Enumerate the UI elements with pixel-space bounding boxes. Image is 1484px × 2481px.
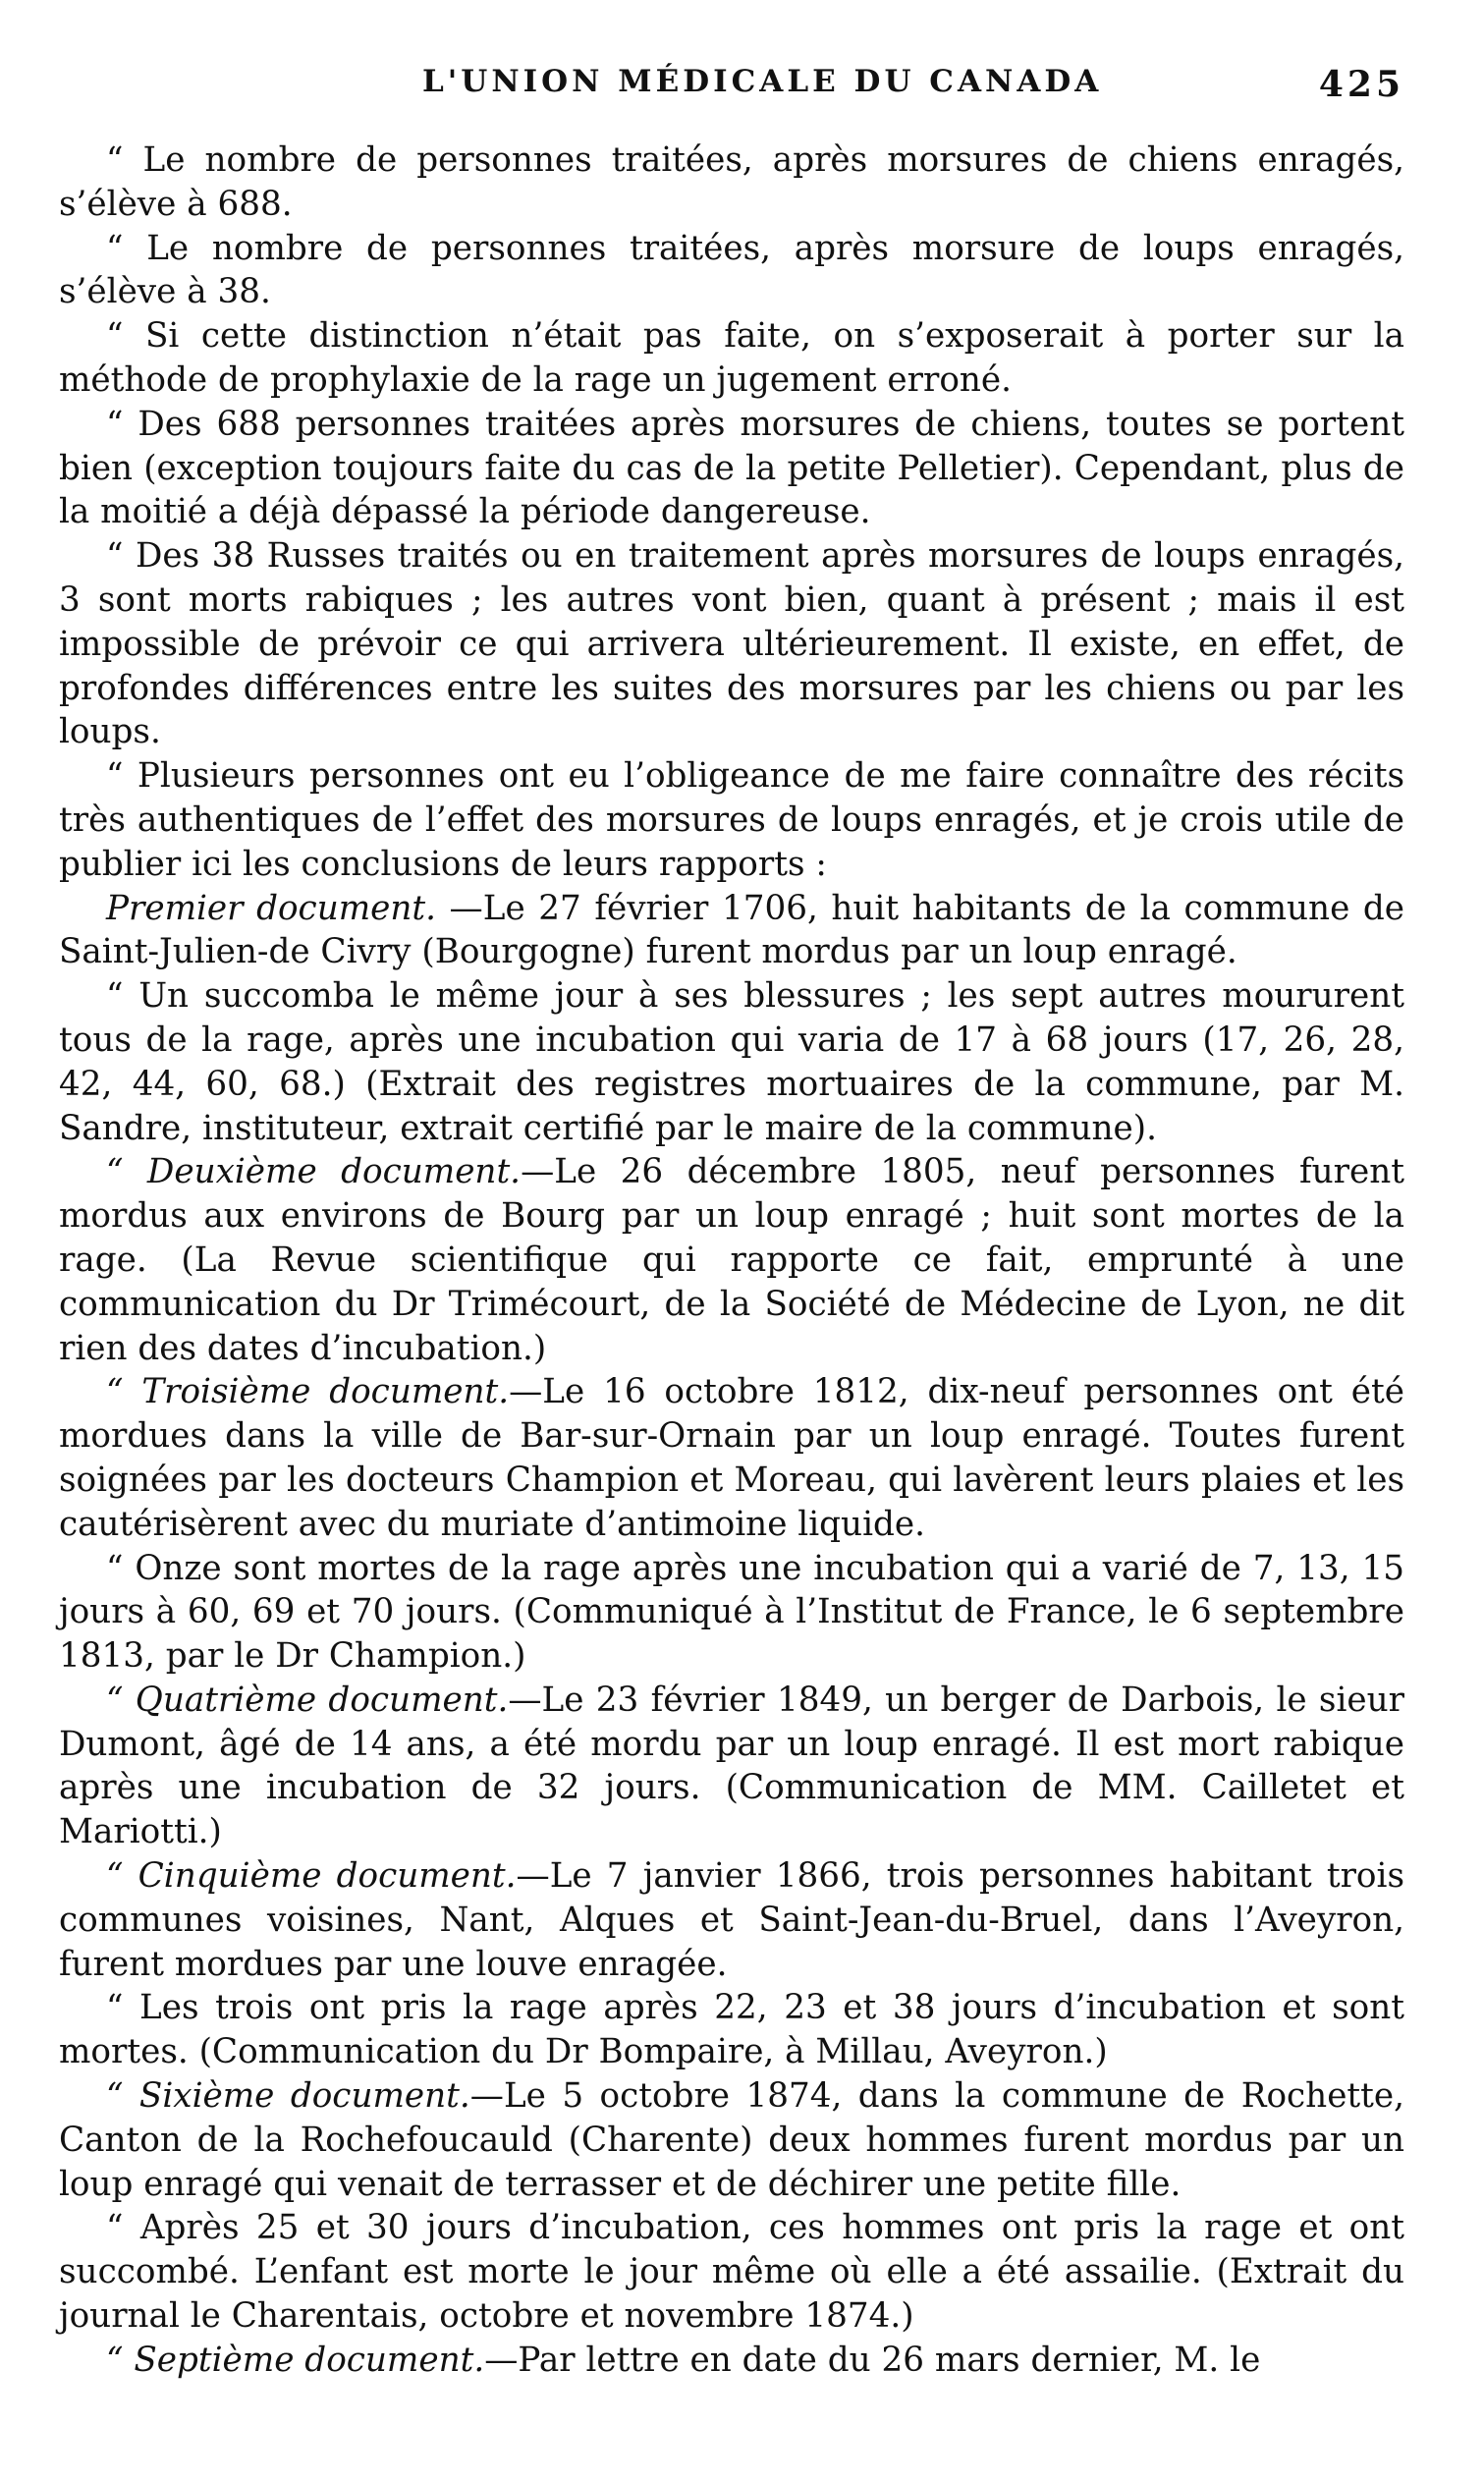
paragraph-text: “ Après 25 et 30 jours d’incubation, ces hommes ont pris la rage et ont succombé. L’enfant est morte le jour même où elle a été assailie. (Extrait du journal le Charentais, octobre et novembre 1874.) [59, 2208, 1404, 2337]
paragraph [59, 754, 1404, 886]
paragraph-text: “ Les trois ont pris la rage après 22, 23 et 38 jours d’incubation et sont mortes. (Communication du Dr Bompaire, à Millau, Aveyron.) [59, 1988, 1404, 2072]
paragraph-text: —Le 26 décembre 1805, neuf personnes furent mordus aux environs de Bourg par un loup enragé ; huit sont mortes de la rage. (La Revue scientifique qui rapporte ce fait, emprunté à une communication du Dr Trimécourt, de la Société de Médecine de Lyon, ne dit rien des dates d’incubation.) [59, 1152, 1404, 1368]
document-heading: “ Cinquième document. [106, 1856, 517, 1897]
paragraph [59, 1679, 1404, 1854]
paragraph-text: “ Des 688 personnes traitées après morsures de chiens, toutes se portent bien (exception toujours faite du cas de la petite Pelletier). Cependant, plus de la moitié a déjà dépassé la période dangereuse. [59, 404, 1404, 532]
paragraph-text: “ Si cette distinction n’était pas faite, on s’exposerait à porter sur la méthode de prophylaxie de la rage un jugement erroné. [59, 316, 1404, 400]
document-heading: “ Quatrième document. [106, 1680, 509, 1720]
paragraph [59, 1854, 1404, 1986]
paragraph-text: “ Plusieurs personnes ont eu l’obligeance de me faire connaître des récits très authentiques de l’effet des morsures de loups enragés, et je crois utile de publier ici les conclusions de leurs rapports : [59, 756, 1404, 884]
paragraph [59, 1547, 1404, 1679]
running-header [59, 54, 1404, 113]
paragraph [59, 974, 1404, 1150]
paragraph [59, 138, 1404, 227]
document-heading: “ Septième document. [106, 2340, 485, 2380]
page-number: 425 [1318, 64, 1404, 105]
paragraph-text: —Par lettre en date du 26 mars dernier, M. le [484, 2340, 1261, 2380]
paragraph [59, 2206, 1404, 2338]
paragraph [59, 534, 1404, 754]
paragraph [59, 887, 1404, 975]
paragraph-text: —Le 27 février 1706, huit habitants de la commune de Saint-Julien-de Civry (Bourgogne) furent mordus par un loup enragé. [59, 888, 1404, 972]
article-body [59, 138, 1404, 2383]
paragraph-text: “ Le nombre de personnes traitées, après morsure de loups enragés, s’élève à 38. [59, 228, 1404, 312]
paragraph-text: —Le 7 janvier 1866, trois personnes habitant trois communes voisines, Nant, Alques et Saint-Jean-du-Bruel, dans l’Aveyron, furent mordues par une louve enragée. [59, 1856, 1404, 1984]
paragraph-text: —Le 23 février 1849, un berger de Darbois, le sieur Dumont, âgé de 14 ans, a été mordu par un loup enragé. Il est mort rabique après une incubation de 32 jours. (Communication de MM. Cailletet et Mariotti.) [59, 1680, 1404, 1852]
document-page [59, 54, 1404, 2383]
paragraph [59, 314, 1404, 403]
paragraph-text: “ Le nombre de personnes traitées, après morsures de chiens enragés, s’élève à 688. [59, 140, 1404, 224]
paragraph [59, 2074, 1404, 2206]
journal-title: L'UNION MÉDICALE DU CANADA [422, 64, 1103, 99]
paragraph [59, 403, 1404, 534]
document-heading: “ Troisième document. [106, 1372, 510, 1412]
paragraph [59, 1370, 1404, 1546]
paragraph-text: —Le 5 octobre 1874, dans la commune de Rochette, Canton de la Rochefoucauld (Charente) deux hommes furent mordus par un loup enragé qui venait de terrasser et de déchirer une petite fille. [59, 2076, 1404, 2204]
paragraph [59, 2339, 1404, 2383]
document-heading: “ Deuxième document. [106, 1152, 522, 1192]
paragraph [59, 1150, 1404, 1370]
paragraph [59, 1986, 1404, 2074]
paragraph [59, 227, 1404, 315]
paragraph-text: “ Un succomba le même jour à ses blessures ; les sept autres moururent tous de la rage, après une incubation qui varia de 17 à 68 jours (17, 26, 28, 42, 44, 60, 68.) (Extrait des registres mortuaires de la commune, par M. Sandre, instituteur, extrait certifié par le maire de la commune). [59, 976, 1404, 1148]
paragraph-text: “ Des 38 Russes traités ou en traitement après morsures de loups enragés, 3 sont morts rabiques ; les autres vont bien, quant à présent ; mais il est impossible de prévoir ce qui arrivera ultérieurement. Il existe, en effet, de profondes différences entre les suites des morsures par les chiens ou par les loups. [59, 536, 1404, 752]
paragraph-text: —Le 16 octobre 1812, dix-neuf personnes ont été mordues dans la ville de Bar-sur-Ornain par un loup enragé. Toutes furent soignées par les docteurs Champion et Moreau, qui lavèrent leurs plaies et les cautérisèrent avec du muriate d’antimoine liquide. [59, 1372, 1404, 1544]
document-heading: Premier document. [106, 888, 436, 928]
document-heading: “ Sixième document. [106, 2076, 470, 2117]
paragraph-text: “ Onze sont mortes de la rage après une incubation qui a varié de 7, 13, 15 jours à 60, 69 et 70 jours. (Communiqué à l’Institut de France, le 6 septembre 1813, par le Dr Champion.) [59, 1548, 1404, 1677]
